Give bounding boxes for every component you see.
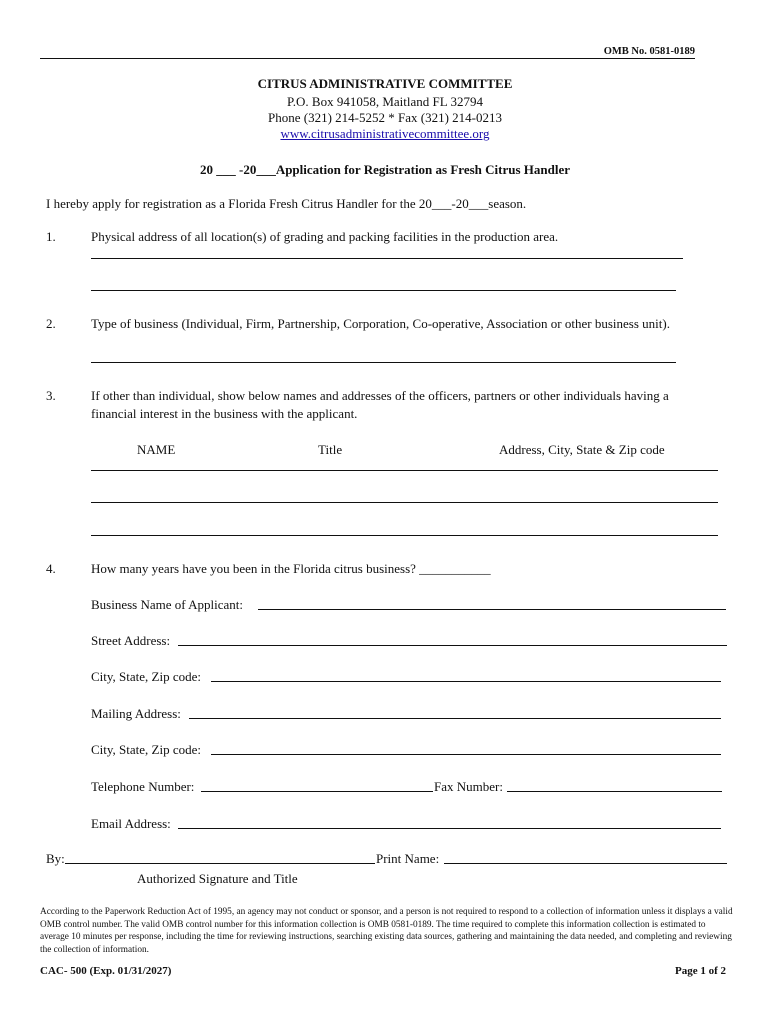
column-address: Address, City, State & Zip code [499,442,665,457]
item-4-text: How many years have you been in the Florida citrus business? ___________ [91,561,491,576]
officer-line-2[interactable] [91,502,718,503]
item-1-line-1[interactable] [91,258,683,259]
city-state-zip-label-1: City, State, Zip code: [91,669,201,684]
item-2-text: Type of business (Individual, Firm, Partnership, Corporation, Co-operative, Association or other business unit). [91,316,670,331]
org-address: P.O. Box 941058, Maitland FL 32794 [287,94,483,109]
mailing-address-label: Mailing Address: [91,706,181,721]
signature-caption: Authorized Signature and Title [137,871,298,886]
intro-text: I hereby apply for registration as a Florida Fresh Citrus Handler for the 20___-20___season. [46,196,527,211]
street-address-field[interactable] [178,645,727,646]
signature-field[interactable] [65,863,375,864]
top-rule [40,58,695,59]
business-name-field[interactable] [258,609,726,610]
item-3-text-line-2: financial interest in the business with the applicant. [91,406,358,421]
email-field[interactable] [178,828,721,829]
form-id: CAC- 500 (Exp. 01/31/2027) [40,965,172,977]
street-address-label: Street Address: [91,633,171,648]
mailing-address-field[interactable] [189,718,721,719]
item-1-number: 1. [46,229,56,244]
item-3-text-line-1: If other than individual, show below names and addresses of the officers, partners or other individuals having a [91,388,669,403]
item-4-number: 4. [46,561,56,576]
email-label: Email Address: [91,816,171,831]
column-name: NAME [137,442,176,457]
fax-label: Fax Number: [434,779,503,794]
city-state-zip-field-2[interactable] [211,754,721,755]
item-2-number: 2. [46,316,56,331]
print-name-field[interactable] [444,863,727,864]
org-name: CITRUS ADMINISTRATIVE COMMITTEE [257,76,513,91]
city-state-zip-field-1[interactable] [211,681,721,682]
org-phone-fax: Phone (321) 214-5252 * Fax (321) 214-0213 [268,110,502,125]
item-2-line[interactable] [91,362,676,363]
telephone-field[interactable] [201,791,433,792]
officer-line-3[interactable] [91,535,718,536]
omb-number: OMB No. 0581-0189 [603,46,695,57]
fax-field[interactable] [507,791,722,792]
item-1-text: Physical address of all location(s) of grading and packing facilities in the production area. [91,229,559,244]
website-wrap [0,126,770,142]
print-name-label: Print Name: [376,851,440,866]
business-name-label: Business Name of Applicant: [91,597,244,612]
item-3-number: 3. [46,388,56,403]
by-label: By: [46,851,65,866]
page-number: Page 1 of 2 [674,965,726,977]
city-state-zip-label-2: City, State, Zip code: [91,742,201,757]
officer-line-1[interactable] [91,470,718,471]
item-1-line-2[interactable] [91,290,676,291]
paperwork-notice: According to the Paperwork Reduction Act of 1995, an agency may not conduct or sponsor, and a person is not required to respond to a collection of information unless it displays a valid OMB control number. The valid OMB control number for this information collection is OMB 0581-0189. The time required to complete this information collection is estimated to average 10 minutes per response, including the time for reviewing instructions, searching existing data sources, gathering and maintaining the data needed, and completing and reviewing the collection of information. [40,907,733,955]
website-link[interactable]: www.citrusadministrativecommittee.org [280,126,490,141]
form-title: 20 ___ -20___Application for Registration as Fresh Citrus Handler [199,162,570,177]
telephone-label: Telephone Number: [91,779,195,794]
column-title: Title [318,442,343,457]
